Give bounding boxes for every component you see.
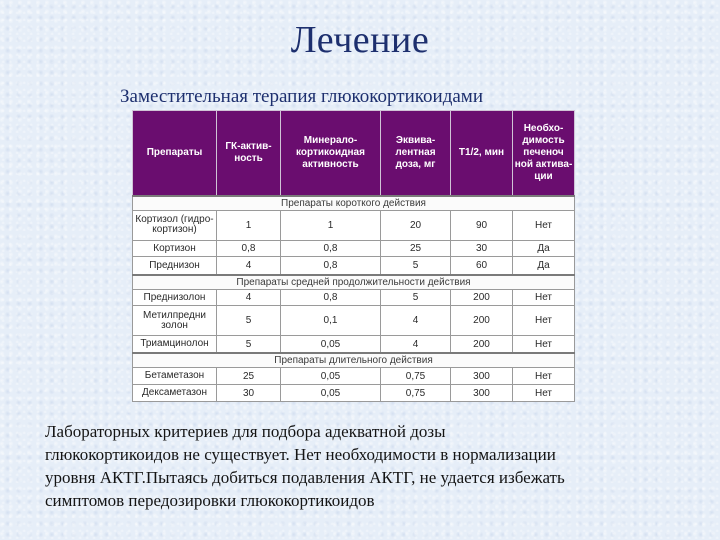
table-cell: 60 (451, 257, 513, 275)
header-gc-activity: ГК-актив-ность (217, 111, 281, 197)
table-cell: 4 (217, 289, 281, 306)
table-row (133, 257, 575, 275)
table-cell: 200 (451, 289, 513, 306)
drug-name: Дексаметазон (133, 385, 217, 402)
table-cell: 90 (451, 211, 513, 241)
table-cell: 4 (381, 306, 451, 336)
table-cell: Да (513, 240, 575, 257)
group-label: Препараты короткого действия (133, 196, 575, 211)
table-cell: Нет (513, 336, 575, 354)
table-cell: 1 (281, 211, 381, 241)
table-cell: 0,8 (281, 240, 381, 257)
table-row (133, 368, 575, 385)
table-cell: Нет (513, 289, 575, 306)
slide-title: Лечение (290, 19, 430, 61)
body-line: уровня АКТГ.Пытаясь добиться подавления АКТГ, не удается избежать (45, 468, 565, 487)
table-cell: 4 (217, 257, 281, 275)
table-cell: 30 (217, 385, 281, 402)
table-cell: 0,8 (217, 240, 281, 257)
table-cell: 200 (451, 336, 513, 354)
table-row (133, 240, 575, 257)
table-header-row (133, 111, 575, 197)
drug-name: Кортизон (133, 240, 217, 257)
table-cell: 0,8 (281, 289, 381, 306)
table-cell: 30 (451, 240, 513, 257)
table-cell: 5 (217, 336, 281, 354)
table-cell: 0,8 (281, 257, 381, 275)
body-paragraph (45, 420, 705, 512)
group-label: Препараты длительного действия (133, 353, 575, 368)
slide-subtitle: Заместительная терапия глюкокортикоидами (120, 86, 483, 107)
table-cell: 5 (217, 306, 281, 336)
table-cell: Да (513, 257, 575, 275)
glucocorticoid-table-container (132, 110, 574, 402)
table-cell: 200 (451, 306, 513, 336)
table-cell: Нет (513, 385, 575, 402)
table-row (133, 385, 575, 402)
table-cell: 0,1 (281, 306, 381, 336)
header-equivalent-dose: Эквива-лентная доза, мг (381, 111, 451, 197)
table-cell: 5 (381, 257, 451, 275)
table-cell: 4 (381, 336, 451, 354)
glucocorticoid-table (132, 110, 575, 402)
body-line: Лабораторных критериев для подбора адекватной дозы (45, 422, 446, 441)
table-cell: 0,75 (381, 385, 451, 402)
table-cell: 0,05 (281, 385, 381, 402)
drug-name: Бетаметазон (133, 368, 217, 385)
table-cell: 0,05 (281, 368, 381, 385)
body-line: симптомов передозировки глюкокортикоидов (45, 491, 375, 510)
table-row (133, 211, 575, 241)
table-cell: 0,75 (381, 368, 451, 385)
drug-name: Преднизон (133, 257, 217, 275)
table-group-row (133, 275, 575, 290)
table-cell: 5 (381, 289, 451, 306)
header-drugs: Препараты (133, 111, 217, 197)
table-cell: Нет (513, 306, 575, 336)
table-cell: 0,05 (281, 336, 381, 354)
header-hepatic-activation: Необхо-димость печеноч ной актива-ции (513, 111, 575, 197)
table-cell: 25 (381, 240, 451, 257)
table-cell: Нет (513, 211, 575, 241)
group-label: Препараты средней продолжительности действия (133, 275, 575, 290)
table-row (133, 336, 575, 354)
drug-name: Триамцинолон (133, 336, 217, 354)
table-cell: 300 (451, 368, 513, 385)
table-cell: Нет (513, 368, 575, 385)
body-line: глюкокортикоидов не существует. Нет необходимости в нормализации (45, 445, 556, 464)
table-cell: 20 (381, 211, 451, 241)
table-row (133, 289, 575, 306)
header-mineralocorticoid-activity: Минерало-кортикоидная активность (281, 111, 381, 197)
drug-name: Метилпредни золон (133, 306, 217, 336)
drug-name: Преднизолон (133, 289, 217, 306)
table-cell: 1 (217, 211, 281, 241)
table-row (133, 306, 575, 336)
drug-name: Кортизол (гидро-кортизон) (133, 211, 217, 241)
table-group-row (133, 353, 575, 368)
header-half-life: T1/2, мин (451, 111, 513, 197)
table-group-row (133, 196, 575, 211)
table-cell: 300 (451, 385, 513, 402)
table-cell: 25 (217, 368, 281, 385)
